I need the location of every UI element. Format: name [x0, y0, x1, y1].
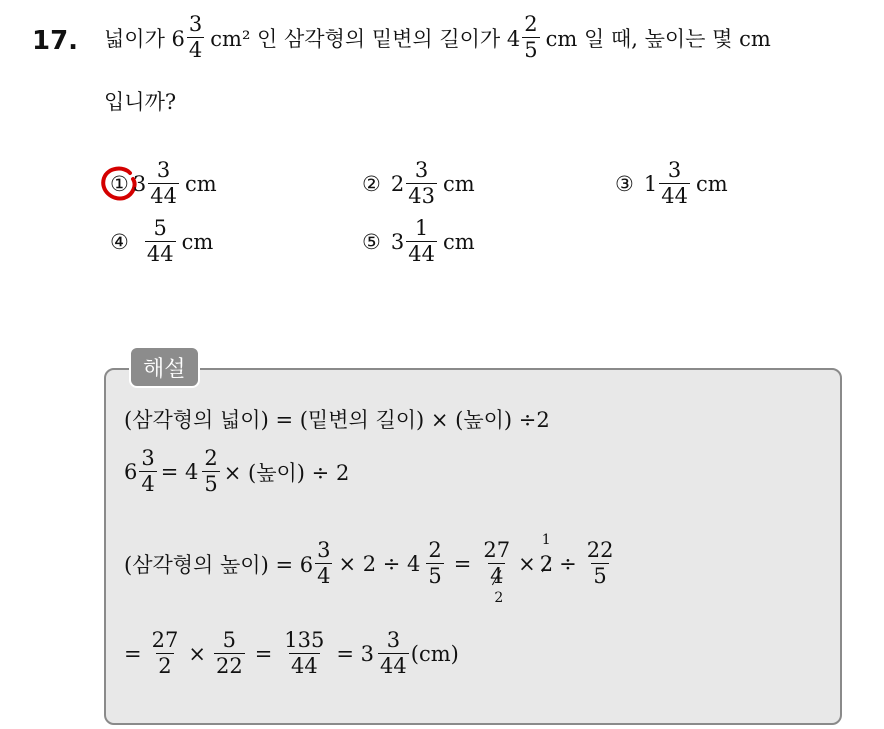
fraction-numerator: 22	[586, 538, 614, 562]
sol-text: =	[124, 641, 142, 666]
sol-text: = 3	[336, 641, 375, 666]
choice-fraction	[145, 218, 176, 265]
choice-fraction	[659, 160, 690, 207]
fraction-numerator: 3	[156, 158, 171, 182]
sol-text: × (높이) ÷ 2	[223, 460, 350, 485]
fraction-denominator: 5	[524, 38, 538, 62]
choice-unit: cm	[695, 171, 728, 196]
cancelled-factor: 2	[539, 551, 554, 576]
sol-text: ×	[518, 551, 536, 576]
choice-unit: cm	[184, 171, 217, 196]
solution-line-1: (삼각형의 넓이) = (밑변의 길이) × (높이) ÷2	[124, 408, 550, 432]
choice-whole: 3	[132, 171, 147, 196]
fraction-denominator: 44	[661, 184, 688, 208]
sol-fraction	[139, 448, 156, 495]
choice-unit: cm	[181, 229, 214, 254]
sol-fraction	[426, 540, 443, 587]
cancel-result: 2	[494, 590, 504, 606]
fraction-numerator: 135	[284, 628, 325, 652]
question-text-part: 넓이가 6	[104, 26, 185, 51]
sol-fraction	[585, 540, 616, 587]
question-text-part: cm² 인 삼각형의 밑변의 길이가 4	[210, 26, 521, 51]
choice-1[interactable]	[110, 160, 217, 207]
fraction-numerator: 3	[141, 446, 155, 470]
choice-4[interactable]	[110, 218, 213, 265]
fraction-numerator: 27	[151, 628, 179, 652]
solution-line-2	[124, 448, 349, 495]
fraction-numerator: 3	[317, 538, 331, 562]
choice-5[interactable]	[362, 218, 475, 265]
choice-mark: ④	[110, 229, 129, 254]
choice-3[interactable]	[615, 160, 728, 207]
sol-fraction	[378, 630, 409, 677]
fraction-denominator: 44	[290, 654, 318, 678]
fraction-numerator: 2	[428, 538, 442, 562]
fraction-denominator: 5	[204, 472, 218, 496]
choice-unit: cm	[442, 229, 475, 254]
choice-fraction	[148, 160, 179, 207]
sol-fraction	[315, 540, 332, 587]
fraction-numerator: 5	[153, 216, 167, 240]
fraction-denominator: 22	[215, 654, 243, 678]
sol-text: ÷	[559, 551, 577, 576]
choice-whole: 3	[390, 229, 405, 254]
fraction-numerator: 1	[414, 216, 429, 240]
fraction-denominator: 44	[380, 654, 407, 678]
question-number: 17.	[32, 26, 79, 56]
fraction-numerator: 5	[222, 628, 236, 652]
solution-line-3	[124, 531, 617, 606]
choice-fraction	[406, 218, 437, 265]
fraction-numerator: 2	[524, 12, 538, 36]
fraction-denominator	[488, 563, 505, 587]
area-fraction	[187, 14, 204, 61]
sol-text: ×	[188, 641, 206, 666]
choice-whole: 1	[643, 171, 658, 196]
sol-text: =	[453, 551, 472, 576]
fraction-denominator: 4	[317, 564, 331, 588]
question-text-line1	[104, 14, 771, 61]
fraction-numerator: 3	[188, 12, 203, 36]
sol-fraction	[150, 630, 181, 677]
solution-tag: 해설	[129, 346, 200, 388]
fraction-denominator: 5	[428, 564, 442, 588]
fraction-denominator: 44	[146, 242, 174, 266]
cancel-result: 1	[541, 531, 551, 548]
base-fraction	[522, 14, 539, 61]
fraction-denominator: 4	[188, 38, 203, 62]
sol-fraction-cancelled	[481, 538, 512, 606]
cancelled-two	[539, 531, 554, 576]
choice-mark: ①	[110, 171, 129, 196]
sol-fraction	[214, 630, 245, 677]
sol-text: =	[254, 641, 273, 666]
choice-2[interactable]	[362, 160, 475, 207]
sol-fraction	[282, 630, 326, 677]
cancelled-denominator: 4	[490, 564, 504, 588]
sol-text: 6	[124, 459, 138, 484]
fraction-numerator: 27	[483, 538, 511, 562]
choice-whole: 2	[390, 171, 405, 196]
choice-mark: ②	[362, 171, 381, 196]
choice-mark: ⑤	[362, 229, 381, 254]
question-text-part: cm 일 때, 높이는 몇 cm	[545, 26, 771, 51]
fraction-numerator: 2	[204, 446, 218, 470]
sol-text: × 2 ÷ 4	[338, 551, 421, 576]
sol-text: (삼각형의 높이) = 6	[124, 552, 314, 577]
fraction-numerator: 3	[414, 158, 429, 182]
question-text-line2: 입니까?	[104, 90, 177, 114]
fraction-denominator: 44	[408, 242, 435, 266]
sol-unit: (cm)	[410, 641, 459, 666]
fraction-numerator: 3	[386, 628, 401, 652]
solution-line-4	[124, 630, 459, 677]
fraction-denominator: 44	[150, 184, 177, 208]
sol-text: = 4	[160, 459, 199, 484]
fraction-denominator: 5	[593, 564, 607, 588]
fraction-denominator: 43	[408, 184, 435, 208]
sol-fraction	[202, 448, 219, 495]
choice-unit: cm	[442, 171, 475, 196]
fraction-denominator: 2	[158, 654, 172, 678]
choice-mark: ③	[615, 171, 634, 196]
fraction-numerator: 3	[667, 158, 682, 182]
choice-fraction	[406, 160, 437, 207]
fraction-denominator: 4	[141, 472, 155, 496]
